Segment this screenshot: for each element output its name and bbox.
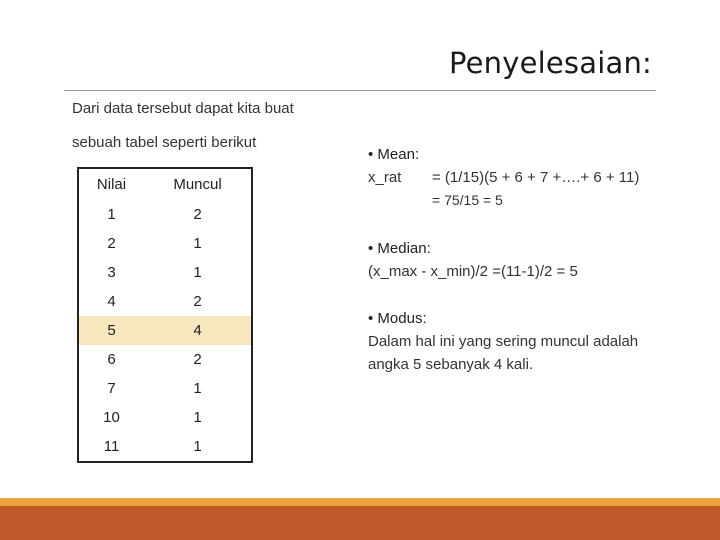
table-row [78,200,252,229]
cell-nilai: 10 [103,409,120,426]
table-header-row [78,168,252,200]
table-row [78,403,252,432]
cell-nilai: 4 [107,293,116,310]
cell-muncul: 1 [193,235,202,252]
cell-nilai: 6 [107,351,116,368]
cell-nilai: 2 [107,235,116,252]
mean-heading: • Mean: [368,146,420,163]
table-row [78,287,252,316]
intro-text-line2: sebuah tabel seperti berikut [72,134,257,151]
modus-heading: • Modus: [368,310,427,327]
cell-muncul: 2 [193,206,202,223]
table-body [78,200,252,462]
header-nilai: Nilai [96,176,127,193]
cell-muncul: 1 [193,409,202,426]
table-row [78,229,252,258]
slide-title: Penyelesaian: [448,46,652,80]
cell-muncul: 4 [144,316,252,345]
table-row-highlighted [78,316,252,345]
median-formula: (x_max - x_min)/2 =(11-1)/2 = 5 [368,263,578,280]
cell-muncul: 2 [193,351,202,368]
modus-text-line1: Dalam hal ini yang sering muncul adalah [368,333,639,350]
mean-formula: = (1/15)(5 + 6 + 7 +….+ 6 + 11) [432,169,640,186]
cell-nilai: 3 [107,264,116,281]
title-divider [64,90,656,91]
intro-text-line1: Dari data tersebut dapat kita buat [72,100,294,117]
table-row [78,432,252,462]
cell-nilai: 11 [103,438,120,455]
table-row [78,374,252,403]
mean-label: x_rat [368,169,402,186]
cell-muncul: 1 [193,438,202,455]
modus-text-line2: angka 5 sebanyak 4 kali. [368,356,534,373]
cell-nilai: 1 [107,206,116,223]
cell-muncul: 1 [193,264,202,281]
table-row [78,258,252,287]
cell-nilai: 5 [78,316,144,345]
accent-band [0,498,720,506]
cell-muncul: 1 [193,380,202,397]
header-muncul: Muncul [173,176,222,193]
cell-nilai: 7 [107,380,116,397]
table-row [78,345,252,374]
median-heading: • Median: [368,240,431,257]
footer-bar [0,506,720,540]
cell-muncul: 2 [193,293,202,310]
mean-formula-line [368,169,639,186]
mean-result: = 75/15 = 5 [432,192,503,208]
frequency-table [77,167,253,463]
